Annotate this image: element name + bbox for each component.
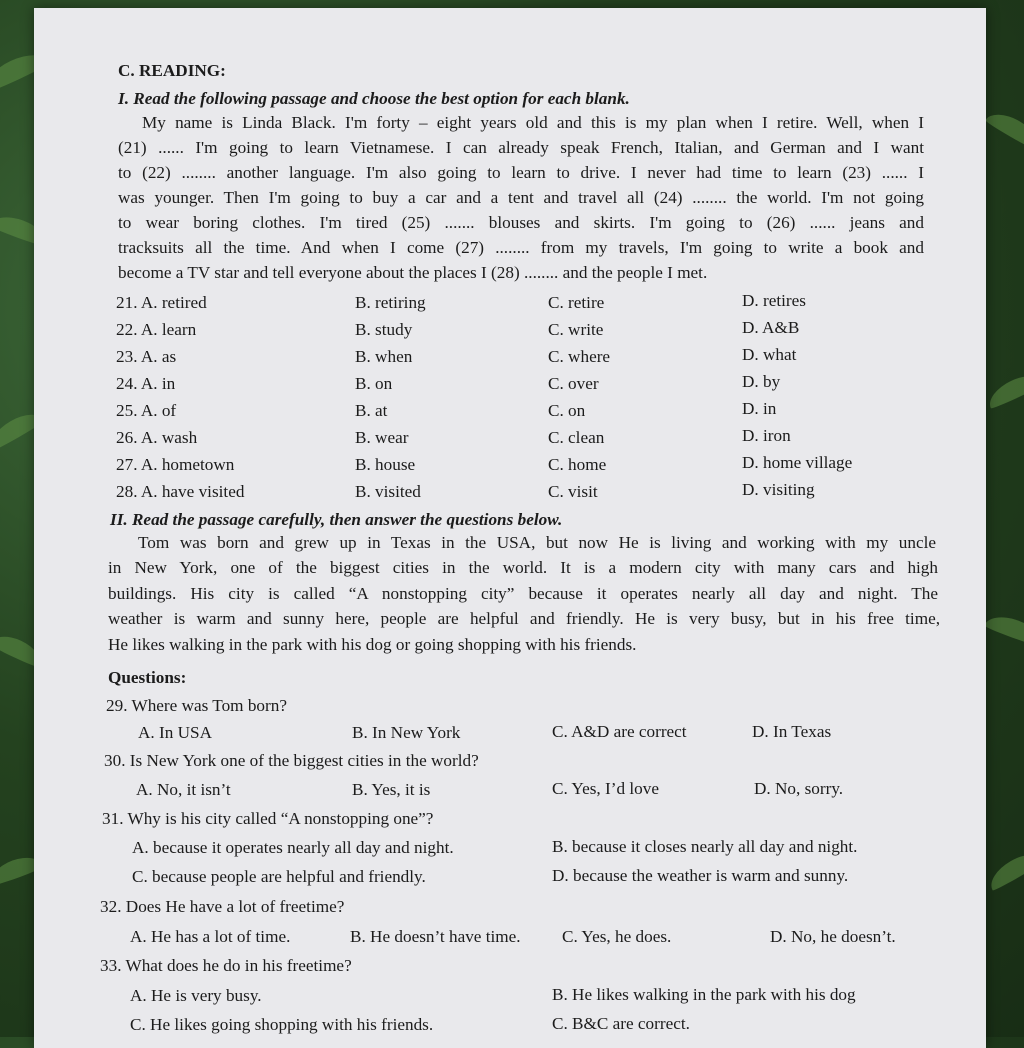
option-d: D. In Texas <box>752 722 832 741</box>
option-b: B. Yes, it is <box>352 780 431 799</box>
worksheet-page <box>34 8 986 1048</box>
option-a: 25. A. of <box>116 401 177 420</box>
option-c: C. A&D are correct <box>552 722 687 741</box>
option-a: 26. A. wash <box>116 428 198 447</box>
option-c: C. home <box>548 455 607 474</box>
option-b: B. retiring <box>355 293 426 312</box>
passage-line: buildings. His city is called “A nonstopping city” because it operates nearly all day and night. The <box>108 584 938 603</box>
option-c: C. Yes, he does. <box>562 927 672 946</box>
option-c: C. where <box>548 347 611 366</box>
question-text: 30. Is New York one of the biggest cities in the world? <box>104 751 479 770</box>
option-b: B. He likes walking in the park with his dog <box>552 985 856 1004</box>
option-c: C. write <box>548 320 604 339</box>
option-a: A. He is very busy. <box>130 986 262 1005</box>
option-d: D. home village <box>742 453 853 472</box>
option-a: A. He has a lot of time. <box>130 927 291 946</box>
question-text: 31. Why is his city called “A nonstopping one”? <box>102 809 434 828</box>
option-d: D. iron <box>742 426 791 445</box>
section-title: C. READING: <box>118 61 226 80</box>
question-text: 33. What does he do in his freetime? <box>100 956 352 975</box>
option-a: 24. A. in <box>116 374 176 393</box>
option-a: A. because it operates nearly all day and night. <box>132 838 454 857</box>
passage-line: weather is warm and sunny here, people are helpful and friendly. He is very busy, but in his free time, <box>108 609 940 628</box>
option-c: C. Yes, I’d love <box>552 779 659 798</box>
option-b: B. when <box>355 347 413 366</box>
option-a: A. In USA <box>138 723 213 742</box>
option-d: D. retires <box>742 291 806 310</box>
passage-line: tracksuits all the time. And when I come (27) ........ from my travels, I'm going to write a book and <box>118 238 924 257</box>
option-d: D. visiting <box>742 480 815 499</box>
option-b: B. on <box>355 374 393 393</box>
option-c: C. retire <box>548 293 605 312</box>
passage-line: to wear boring clothes. I'm tired (25) ....... blouses and skirts. I'm going to (26) ...... jeans and <box>118 213 924 232</box>
option-a: A. No, it isn’t <box>136 780 231 799</box>
option-a: 21. A. retired <box>116 293 207 312</box>
option-b: B. In New York <box>352 723 461 742</box>
part2-heading: II. Read the passage carefully, then answer the questions below. <box>110 510 563 529</box>
option-b: B. visited <box>355 482 421 501</box>
option-a: 28. A. have visited <box>116 482 245 501</box>
option-b: B. house <box>355 455 416 474</box>
part1-heading: I. Read the following passage and choose the best option for each blank. <box>118 89 630 108</box>
option-d: D. No, he doesn’t. <box>770 927 896 946</box>
passage-line: was younger. Then I'm going to buy a car and a tent and travel all (24) ........ the world. I'm not going <box>118 188 924 207</box>
option-b: B. He doesn’t have time. <box>350 927 521 946</box>
passage-line: become a TV star and tell everyone about the places I (28) ........ and the people I met. <box>118 263 708 282</box>
passage-line: (21) ...... I'm going to learn Vietnamese. I can already speak French, Italian, and German and I want <box>118 138 924 157</box>
option-a: 22. A. learn <box>116 320 197 339</box>
option-d: D. what <box>742 345 797 364</box>
questions-label: Questions: <box>108 668 187 687</box>
option-c: C. clean <box>548 428 605 447</box>
option-b: B. because it closes nearly all day and night. <box>552 837 858 856</box>
passage-line: to (22) ........ another language. I'm also going to learn to drive. I never had time to learn (23) ...... I <box>118 163 924 182</box>
question-text: 32. Does He have a lot of freetime? <box>100 897 345 916</box>
option-d: D. because the weather is warm and sunny. <box>552 866 849 885</box>
option-b: B. at <box>355 401 388 420</box>
option-a: 23. A. as <box>116 347 177 366</box>
option-b: B. study <box>355 320 413 339</box>
option-d: D. A&B <box>742 318 800 337</box>
option-d: D. No, sorry. <box>754 779 844 798</box>
option-d: D. by <box>742 372 781 391</box>
option-c: C. over <box>548 374 599 393</box>
passage-line: Tom was born and grew up in Texas in the USA, but now He is living and working with my uncle <box>138 533 936 552</box>
passage-line: He likes walking in the park with his dog or going shopping with his friends. <box>108 635 637 654</box>
option-d: D. in <box>742 399 777 418</box>
passage-line: in New York, one of the biggest cities in the world. It is a modern city with many cars and high <box>108 558 938 577</box>
option-c: C. because people are helpful and friendly. <box>132 867 426 886</box>
option-a: 27. A. hometown <box>116 455 235 474</box>
option-b: B. wear <box>355 428 409 447</box>
passage-line: My name is Linda Black. I'm forty – eight years old and this is my plan when I retire. Well, when I <box>142 113 924 132</box>
option-c: C. He likes going shopping with his friends. <box>130 1015 434 1034</box>
option-c: C. visit <box>548 482 598 501</box>
question-text: 29. Where was Tom born? <box>106 696 287 715</box>
option-d: C. B&C are correct. <box>552 1014 690 1033</box>
option-c: C. on <box>548 401 586 420</box>
